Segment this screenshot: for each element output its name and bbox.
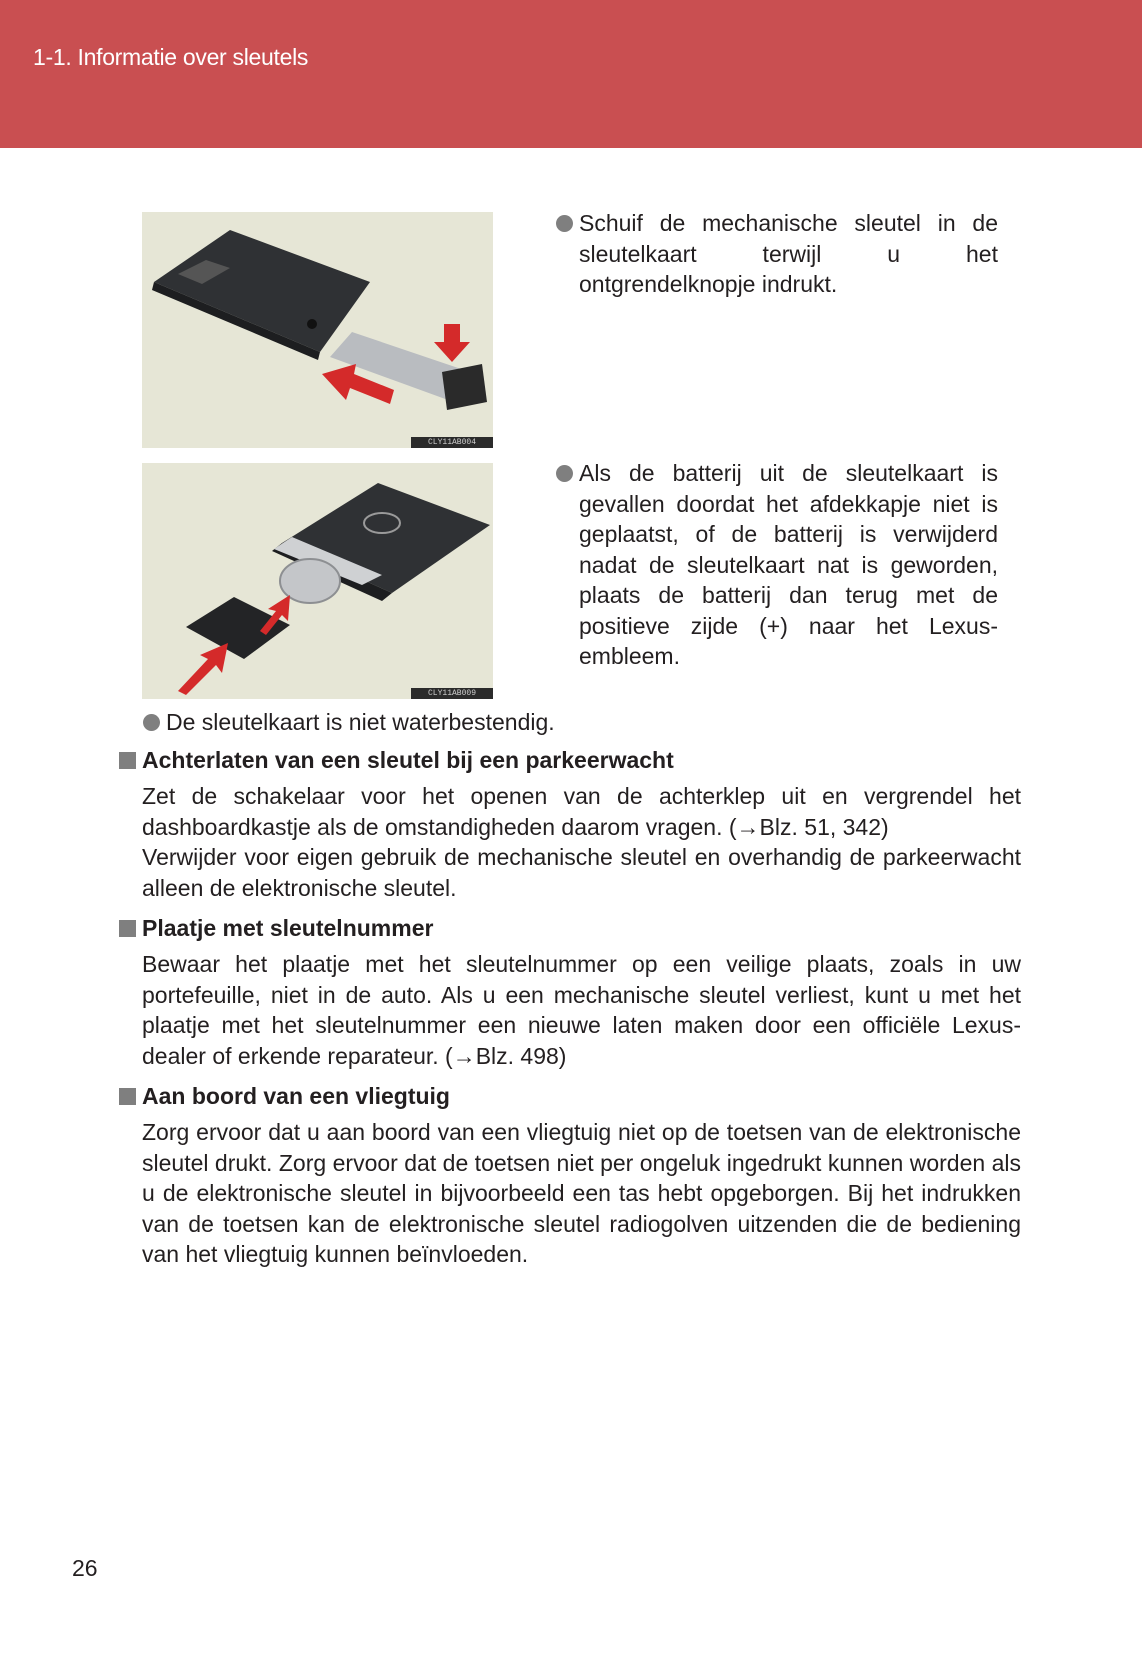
battery-replacement-illustration [142,463,493,699]
chapter-title: 1-1. Informatie over sleutels [33,44,309,70]
bullet-insert-key: Schuif de mechanische sleutel in de sleutelkaart terwijl u het ontgrendelknopje indrukt. [556,208,998,300]
press-arrow-icon [434,324,470,362]
mechanical-key-head [442,364,487,410]
chapter-header [0,0,1142,148]
note-waterproof: De sleutelkaart is niet waterbestendig. [143,707,555,737]
release-button [307,319,317,329]
figure-code: CLY11AB004 [411,437,493,448]
section-parking-attendant [119,745,1021,903]
cover-arrow-icon [178,643,228,695]
mechanical-key-insertion-illustration [142,212,493,448]
section-heading: Achterlaten van een sleutel bij een parkeerwacht [119,745,1021,775]
section-body [142,949,1021,1071]
bullet-dot-icon [143,714,160,731]
section-key-number-plate [119,913,1021,1071]
page-number: 26 [72,1555,98,1581]
bullet-dot-icon [556,465,573,482]
paragraph: Bewaar het plaatje met het sleutelnummer op een veilige plaats, zoals in uw portefeuille, niet in de auto. Als u een mechanische sleutel verliest, kunt u met het plaatje met het sleutelnummer een nieuwe laten maken door een officiële Lexus-dealer of erkende reparateur. (→Blz. 498) [142,951,1021,1069]
bullet-battery: Als de batterij uit de sleutelkaart is gevallen doordat het afdekkapje niet is geplaatst, of de batterij is verwijderd nadat de sleutelkaart nat is geworden, plaats de batterij dan terug met de positieve zijde (+) naar het Lexus-embleem. [556,458,998,672]
figure-battery-replacement [142,463,493,699]
paragraph: Verwijder voor eigen gebruik de mechanische sleutel en overhandig de parkeerwacht alleen de elektronische sleutel. [142,844,1021,901]
paragraph: Zorg ervoor dat u aan boord van een vliegtuig niet op de toetsen van de elektronische sleutel drukt. Zorg ervoor dat de toetsen niet per ongeluk ingedrukt kunnen worden als u de elektronische sleutel in bijvoorbeeld een tas hebt opgeborgen. Bij het indrukken van de toetsen kan de elektronische sleutel radiogolven uitzenden die de bediening van het vliegtuig kunnen beïnvloeden. [142,1119,1021,1267]
bullet-dot-icon [556,215,573,232]
figure-code: CLY11AB009 [411,688,493,699]
square-bullet-icon [119,1088,136,1105]
section-airplane [119,1081,1021,1270]
square-bullet-icon [119,920,136,937]
square-bullet-icon [119,752,136,769]
section-heading: Plaatje met sleutelnummer [119,913,1021,943]
section-body [142,1117,1021,1270]
section-heading: Aan boord van een vliegtuig [119,1081,1021,1111]
paragraph: Zet de schakelaar voor het openen van de achterklep uit en vergrendel het dashboardkastje als de omstandigheden daarom vragen. (→Blz. 51, 342) [142,783,1021,840]
section-body [142,781,1021,903]
figure-key-insertion [142,212,493,448]
